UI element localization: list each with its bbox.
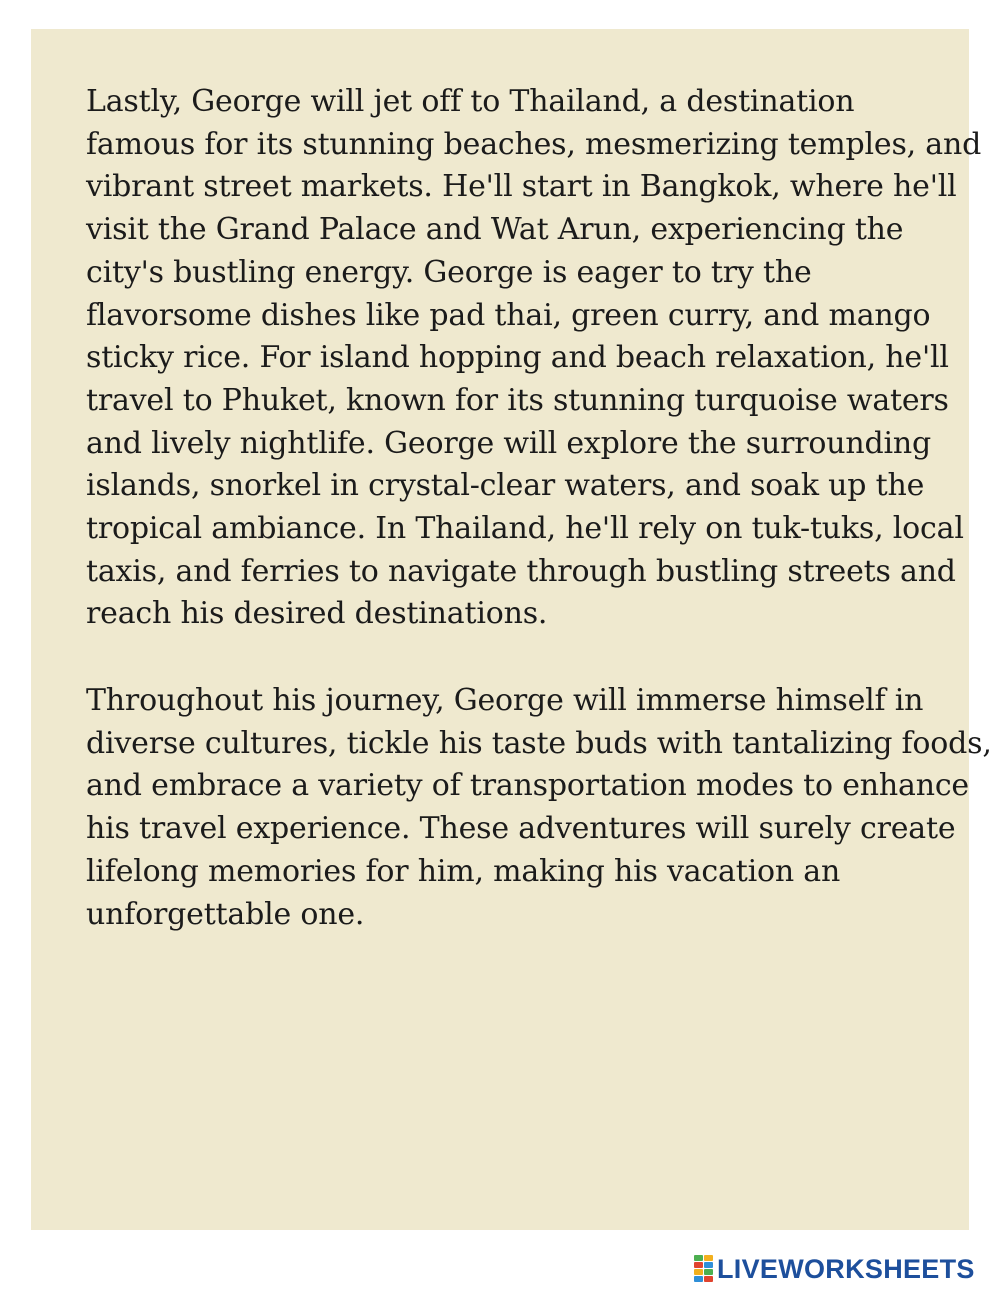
text-line: Throughout his journey, George will immerse himself in (86, 683, 924, 718)
text-line: taxis, and ferries to navigate through bustling streets and (86, 553, 956, 589)
paragraph-conclusion (86, 680, 992, 936)
text-line: vibrant street markets. He'll start in Bangkok, where he'll (86, 169, 957, 205)
text-line: travel to Phuket, known for its stunning turquoise waters (86, 382, 949, 418)
liveworksheets-logo[interactable] (694, 1254, 975, 1284)
logo-block-icon (704, 1269, 713, 1275)
brand-name: LIVEWORKSHEETS (717, 1254, 975, 1284)
text-line: sticky rice. For island hopping and beach relaxation, he'll (86, 340, 949, 376)
logo-block-icon (694, 1255, 703, 1261)
paragraph-thailand (86, 81, 982, 636)
text-line: city's bustling energy. George is eager to try the (86, 254, 812, 290)
liveworksheets-logo-icon (694, 1255, 714, 1283)
text-line: islands, snorkel in crystal-clear waters, and soak up the (86, 468, 925, 504)
text-line: tropical ambiance. In Thailand, he'll rely on tuk-tuks, local (86, 511, 964, 547)
logo-block-icon (694, 1262, 703, 1268)
logo-block-icon (694, 1276, 703, 1282)
text-line: and lively nightlife. George will explore the surrounding (86, 425, 932, 461)
text-line: lifelong memories for him, making his vacation an (86, 853, 841, 889)
text-line: unforgettable one. (86, 896, 365, 932)
logo-block-icon (694, 1269, 703, 1275)
text-line: diverse cultures, tickle his taste buds with tantalizing foods, (86, 725, 992, 761)
text-line: reach his desired destinations. (86, 596, 548, 632)
logo-block-icon (704, 1276, 713, 1282)
text-line: visit the Grand Palace and Wat Arun, experiencing the (86, 212, 904, 248)
logo-block-icon (704, 1255, 713, 1261)
worksheet-panel (31, 29, 992, 1230)
text-line: famous for its stunning beaches, mesmerizing temples, and (86, 126, 982, 162)
text-line: his travel experience. These adventures will surely create (86, 811, 956, 847)
text-line: and embrace a variety of transportation modes to enhance (86, 768, 969, 804)
text-line: Lastly, George will jet off to Thailand, a destination (86, 84, 855, 119)
logo-block-icon (704, 1262, 713, 1268)
text-line: flavorsome dishes like pad thai, green curry, and mango (86, 297, 931, 333)
